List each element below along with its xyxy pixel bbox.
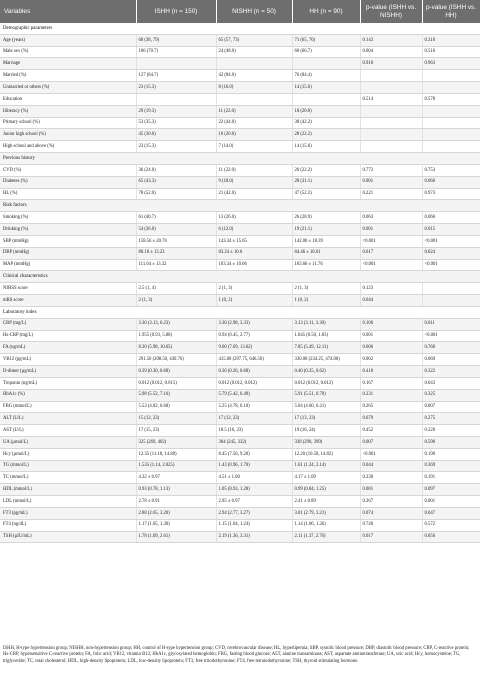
table-row [0,472,480,484]
hh-cell: 12.20 (10.58, 14.82) [292,448,360,460]
p-value-hh-cell: 0.007 [422,401,480,413]
p-value-hh-cell: 0.011 [422,318,480,330]
table-row [0,82,480,94]
p-value-hh-cell: 0.060 [422,176,480,188]
table-row [0,377,480,389]
p-value-hh-cell [422,141,480,153]
hh-cell: 330.00 (234.25, 474.00) [292,354,360,366]
variable-cell: FA (ng/mL) [0,342,136,354]
table-footnote: ISHH, H-type hypertension group; NISHH, non-hypertension group; HH, control of H-type hypertension group; CVD, cerebrovascular disease; HL, hyperlipemia; SBP, systolic blood pressure; DBP, diastolic blood pressure; CRP, C-reactive protein; Hs-CRP, hypersensitive C-reactive protein; FA, folic acid; VB12, vitamin B12; HbA1c, glycosylated hemoglobin; FBG, fasting blood glucose; ALT, alanine transaminase; AST, aspartate aminotransferase; UA, uric acid; Hcy, homocysteine; TG, triglyceride; TC, total cholesterol; HDL, high-density lipoprotein; LDL, low-density lipoprotein; FT3, free triiodothyronine; FT4, free tetraiodothyronine; TSH, thyroid stimulating hormone. [3,646,470,664]
nishh-cell: 8 (16.0) [216,82,292,94]
variable-cell: Junior high school (%) [0,129,136,141]
variable-cell: HbA1c (%) [0,389,136,401]
ishh-cell: 78 (52.0) [136,188,216,200]
p-value-hh-cell: <0.001 [422,235,480,247]
table-row [0,354,480,366]
section-title: Demographic parameters [0,23,480,34]
hh-cell: 2.41 ± 0.89 [292,496,360,508]
p-value-hh-cell [422,295,480,307]
table-row [0,507,480,519]
variable-cell: MAP (mmHg) [0,259,136,271]
section-header-row [0,271,480,283]
p-value-hh-cell: 0.220 [422,425,480,437]
ishh-cell: 325 (269, 402) [136,436,216,448]
variable-cell: High school and above (%) [0,141,136,153]
table-row [0,176,480,188]
p-value-nishh-cell [360,105,422,117]
ishh-cell: 5.53 (4.82, 6.68) [136,401,216,413]
p-value-hh-cell: <0.001 [422,330,480,342]
variable-cell: Illiteracy (%) [0,105,136,117]
header-row [0,0,480,23]
nishh-cell: 10 (20.0) [216,129,292,141]
p-value-hh-cell: 0.753 [422,164,480,176]
p-value-nishh-cell: 0.001 [360,330,422,342]
section-title: Previous history [0,153,480,165]
nishh-cell: 415.00 (297.75, 646.50) [216,354,292,366]
nishh-cell: 2.19 (1.36, 3.31) [216,531,292,543]
variable-cell: HDL (mmol/L) [0,484,136,496]
table-row [0,247,480,259]
table-row [0,283,480,295]
hh-cell: 38 (42.2) [292,117,360,129]
ishh-cell: 0.93 (0.78, 1.13) [136,484,216,496]
table-row [0,259,480,271]
p-value-nishh-cell: 0.004 [360,46,422,58]
table-row [0,401,480,413]
ishh-cell: 2.5 (1, 4) [136,283,216,295]
header-p-ishh-nishh: p-value (ISHH vs. NISHH) [360,0,422,23]
variable-cell: AST (U/L) [0,425,136,437]
hh-cell: 103.66 ± 11.76 [292,259,360,271]
nishh-cell: 0.36 (0.26, 0.68) [216,366,292,378]
p-value-hh-cell [422,129,480,141]
p-value-hh-cell: 0.322 [422,366,480,378]
nishh-cell: 6 (12.0) [216,224,292,236]
ishh-cell: 2.88 (2.65, 3.20) [136,507,216,519]
p-value-hh-cell: 0.369 [422,460,480,472]
p-value-hh-cell: 0.001 [422,496,480,508]
p-value-nishh-cell: 0.017 [360,531,422,543]
hh-cell: 76 (84.4) [292,70,360,82]
header-variables: Variables [0,0,136,23]
variable-cell: LDL (mmol/L) [0,496,136,508]
ishh-cell: 1.17 (1.05, 1.30) [136,519,216,531]
ishh-cell: 3.30 (3.13, 6.23) [136,318,216,330]
ishh-cell: 4.32 ± 0.97 [136,472,216,484]
p-value-nishh-cell: 0.063 [360,212,422,224]
p-value-hh-cell: 0.069 [422,354,480,366]
table-row [0,484,480,496]
p-value-nishh-cell: 0.006 [360,342,422,354]
p-value-hh-cell: 0.973 [422,188,480,200]
nishh-cell: 7 (14.0) [216,141,292,153]
hh-cell: 19 (16, 24) [292,425,360,437]
p-value-hh-cell [422,283,480,295]
p-value-nishh-cell: 0.231 [360,389,422,401]
hh-cell: 1.14 (1.06, 1.26) [292,519,360,531]
hh-cell: 20 (22.2) [292,129,360,141]
variable-cell: Unmarried or others (%) [0,82,136,94]
p-value-nishh-cell: 0.123 [360,283,422,295]
hh-cell: 2 (1, 3) [292,283,360,295]
nishh-cell: 22 (44.0) [216,117,292,129]
section-title: Clinical characteristics [0,271,480,283]
header-ishh: ISHH (n = 150) [136,0,216,23]
p-value-hh-cell: 0.050 [422,531,480,543]
table-row [0,496,480,508]
p-value-nishh-cell: 0.167 [360,377,422,389]
table-row [0,531,480,543]
ishh-cell: 29 (19.3) [136,105,216,117]
p-value-nishh-cell: 0.001 [360,484,422,496]
hh-cell: 17 (13, 23) [292,413,360,425]
ishh-cell: 0.012 (0.012, 0.015) [136,377,216,389]
p-value-hh-cell: 0.590 [422,436,480,448]
variable-cell: NIHSS score [0,283,136,295]
variable-cell: TG (mmol/L) [0,460,136,472]
variable-cell: ALT (U/L) [0,413,136,425]
p-value-nishh-cell: 0.679 [360,413,422,425]
table-row [0,366,480,378]
hh-cell: 1.045 (0.50, 1.83) [292,330,360,342]
nishh-cell: 21 (42.0) [216,188,292,200]
p-value-hh-cell [422,82,480,94]
nishh-cell: 143.34 ± 15.65 [216,235,292,247]
variable-cell: Troponin (ng/mL) [0,377,136,389]
ishh-cell: 2 (1, 3) [136,295,216,307]
p-value-nishh-cell: 0.001 [360,176,422,188]
nishh-cell: 9.60 (7.69, 13.62) [216,342,292,354]
p-value-hh-cell: 0.325 [422,389,480,401]
ishh-cell: 158.56 ± 20.76 [136,235,216,247]
variable-cell: Age (years) [0,34,136,46]
nishh-cell: 11 (22.0) [216,105,292,117]
table-row [0,342,480,354]
hh-cell: 18 (20.0) [292,105,360,117]
p-value-nishh-cell: 0.106 [360,318,422,330]
p-value-nishh-cell: <0.001 [360,448,422,460]
variable-cell: mRS score [0,295,136,307]
table-row [0,164,480,176]
p-value-nishh-cell: 0.017 [360,247,422,259]
p-value-hh-cell: 0.572 [422,519,480,531]
variable-cell: Primary school (%) [0,117,136,129]
nishh-cell: 1.43 (0.96, 1.70) [216,460,292,472]
hh-cell: 84.46 ± 10.61 [292,247,360,259]
hh-cell: 47 (52.2) [292,188,360,200]
p-value-hh-cell: 0.275 [422,413,480,425]
p-value-nishh-cell [360,70,422,82]
table-row [0,105,480,117]
p-value-nishh-cell: 0.910 [360,58,422,70]
ishh-cell: 88.18 ± 13.23 [136,247,216,259]
variable-cell: TC (mmol/L) [0,472,136,484]
variable-cell: Hs-CRP (mg/L) [0,330,136,342]
nishh-cell: 83.24 ± 10.6 [216,247,292,259]
ishh-cell: 5.98 (5.52, 7.16) [136,389,216,401]
ishh-cell: 53 (35.3) [136,117,216,129]
p-value-nishh-cell: 0.044 [360,295,422,307]
nishh-cell: 9 (18.0) [216,176,292,188]
nishh-cell: 103.34 ± 10.06 [216,259,292,271]
table-header [0,0,480,23]
p-value-nishh-cell: 0.265 [360,401,422,413]
header-nishh: NISHH (n = 50) [216,0,292,23]
p-value-nishh-cell [360,141,422,153]
variable-cell: Marriage [0,58,136,70]
table-row [0,212,480,224]
hh-cell: 0.99 (0.84, 1.25) [292,484,360,496]
hh-cell: 142.06 ± 18.39 [292,235,360,247]
table-row [0,460,480,472]
hh-cell: 0.40 (0.25, 0.62) [292,366,360,378]
ishh-cell: 291.50 (208.50, 430.76) [136,354,216,366]
ishh-cell: 61 (40.7) [136,212,216,224]
variable-cell: HL (%) [0,188,136,200]
variable-cell: FT4 (ng/dL) [0,519,136,531]
hh-cell: 7.85 (5.49, 12.11) [292,342,360,354]
ishh-cell: 127 (84.7) [136,70,216,82]
nishh-cell: 11 (22.0) [216,164,292,176]
variable-cell: Education [0,93,136,105]
table-row [0,330,480,342]
ishh-cell: 45 (30.0) [136,129,216,141]
ishh-cell: 106 (70.7) [136,46,216,58]
table-row [0,93,480,105]
p-value-nishh-cell: <0.001 [360,259,422,271]
variable-cell: Hcy (µmol/L) [0,448,136,460]
p-value-hh-cell: 0.760 [422,342,480,354]
table-row [0,58,480,70]
hh-cell: 5.04 (4.60, 6.21) [292,401,360,413]
hh-cell: 19 (21.1) [292,224,360,236]
hh-cell: 5.91 (5.51, 6.70) [292,389,360,401]
variable-cell: FBG (mmol/L) [0,401,136,413]
table-row [0,224,480,236]
p-value-nishh-cell: 0.740 [360,519,422,531]
section-header-row [0,306,480,318]
variable-cell: Smoking (%) [0,212,136,224]
p-value-hh-cell: 0.190 [422,448,480,460]
hh-cell: 1 (0, 2) [292,295,360,307]
nishh-cell: 17 (12, 23) [216,413,292,425]
ishh-cell: 111.64 ± 13.32 [136,259,216,271]
p-value-hh-cell: 0.066 [422,212,480,224]
p-value-nishh-cell [360,129,422,141]
table-row [0,448,480,460]
variable-cell: Male sex (%) [0,46,136,58]
table-row [0,235,480,247]
variable-cell: Married (%) [0,70,136,82]
hh-cell: 71 (65, 76) [292,34,360,46]
variable-cell: TSH (µIU/mL) [0,531,136,543]
ishh-cell: 68 (38, 79) [136,34,216,46]
nishh-cell: 0.94 (0.45, 2.77) [216,330,292,342]
nishh-cell [216,93,292,105]
p-value-hh-cell: 0.047 [422,507,480,519]
nishh-cell: 3.30 (2.98, 3.33) [216,318,292,330]
variable-cell: Drinking (%) [0,224,136,236]
p-value-nishh-cell: <0.001 [360,235,422,247]
hh-cell: 0.012 (0.012, 0.012) [292,377,360,389]
section-header-row [0,23,480,34]
table-row [0,117,480,129]
nishh-cell: 1.05 (0.93, 1.28) [216,484,292,496]
p-value-nishh-cell: 0.773 [360,164,422,176]
p-value-hh-cell: 0.024 [422,247,480,259]
table-row [0,70,480,82]
nishh-cell: 18.5 (16, 23) [216,425,292,437]
p-value-hh-cell: <0.001 [422,259,480,271]
p-value-nishh-cell: 0.007 [360,436,422,448]
table-row [0,413,480,425]
variable-cell: UA (µmol/L) [0,436,136,448]
variable-cell: D-dimer (µg/mL) [0,366,136,378]
hh-cell: 60 (66.7) [292,46,360,58]
table-row [0,141,480,153]
hh-cell: 14 (15.6) [292,82,360,94]
ishh-cell: 17 (15, 23) [136,425,216,437]
nishh-cell: 8.45 (7.56, 9.20) [216,448,292,460]
hh-cell: 28 (31.1) [292,176,360,188]
hh-cell [292,93,360,105]
nishh-cell: 4.51 ± 1.00 [216,472,292,484]
table-row [0,129,480,141]
p-value-nishh-cell: 0.001 [360,224,422,236]
nishh-cell [216,58,292,70]
p-value-hh-cell [422,70,480,82]
section-header-row [0,153,480,165]
ishh-cell: 1.78 (1.09, 2.61) [136,531,216,543]
variable-cell: Diabetes (%) [0,176,136,188]
hh-cell: 26 (28.9) [292,212,360,224]
ishh-cell: 15 (12, 23) [136,413,216,425]
p-value-hh-cell [422,105,480,117]
variable-cell: DBP (mmHg) [0,247,136,259]
hh-cell: 2.11 (1.37, 2.76) [292,531,360,543]
hh-cell: 3.01 (2.79, 3.21) [292,507,360,519]
section-header-row [0,200,480,212]
ishh-cell: 2.78 ± 0.91 [136,496,216,508]
ishh-cell: 54 (36.0) [136,224,216,236]
hh-cell: 1.61 (1.24, 2.14) [292,460,360,472]
p-value-hh-cell: 0.043 [422,377,480,389]
p-value-nishh-cell: 0.074 [360,507,422,519]
section-title: Laboratory index [0,306,480,318]
variable-cell: CVD (%) [0,164,136,176]
p-value-hh-cell: 0.191 [422,472,480,484]
ishh-cell: 23 (15.3) [136,141,216,153]
p-value-nishh-cell: 0.514 [360,93,422,105]
table-row [0,34,480,46]
p-value-nishh-cell: 0.221 [360,188,422,200]
hh-cell: 4.17 ± 1.09 [292,472,360,484]
table-row [0,519,480,531]
ishh-cell [136,93,216,105]
hh-cell [292,58,360,70]
nishh-cell: 5.79 (5.42, 6.49) [216,389,292,401]
p-value-nishh-cell: 0.267 [360,496,422,508]
nishh-cell: 2.95 ± 0.97 [216,496,292,508]
table-row [0,425,480,437]
p-value-nishh-cell [360,117,422,129]
nishh-cell: 1 (0, 2) [216,295,292,307]
p-value-hh-cell: 0.578 [422,93,480,105]
header-p-ishh-hh: p-value (ISHH vs. HH) [422,0,480,23]
nishh-cell: 5.25 (4.78, 6.10) [216,401,292,413]
p-value-nishh-cell: 0.143 [360,34,422,46]
ishh-cell: 23 (15.3) [136,82,216,94]
table-row [0,389,480,401]
p-value-hh-cell [422,117,480,129]
p-value-nishh-cell: 0.418 [360,366,422,378]
hh-cell: 14 (15.6) [292,141,360,153]
nishh-cell: 13 (26.0) [216,212,292,224]
ishh-cell: 36 (24.0) [136,164,216,176]
p-value-hh-cell: 0.310 [422,34,480,46]
variable-cell: CRP (mg/L) [0,318,136,330]
nishh-cell: 65 (57, 73) [216,34,292,46]
header-hh: HH (n = 90) [292,0,360,23]
table-body [0,23,480,543]
variable-cell: VB12 (pg/mL) [0,354,136,366]
p-value-hh-cell: 0.963 [422,58,480,70]
nishh-cell: 2.94 (2.77, 3.27) [216,507,292,519]
nishh-cell: 0.012 (0.012, 0.012) [216,377,292,389]
hh-cell: 20 (22.2) [292,164,360,176]
p-value-nishh-cell [360,82,422,94]
ishh-cell: 0.39 (0.30, 0.68) [136,366,216,378]
hh-cell: 3.13 (3.11, 3.30) [292,318,360,330]
table-row [0,188,480,200]
nishh-cell: 2 (1, 3) [216,283,292,295]
variable-cell: FT3 (pg/mL) [0,507,136,519]
nishh-cell: 24 (48.0) [216,46,292,58]
table-row [0,295,480,307]
p-value-hh-cell: 0.097 [422,484,480,496]
p-value-nishh-cell: 0.230 [360,472,422,484]
p-value-hh-cell: 0.516 [422,46,480,58]
nishh-cell: 42 (84.0) [216,70,292,82]
p-value-hh-cell: 0.015 [422,224,480,236]
p-value-nishh-cell: 0.452 [360,425,422,437]
ishh-cell: 65 (43.3) [136,176,216,188]
ishh-cell [136,58,216,70]
ishh-cell: 12.35 (11.18, 14.80) [136,448,216,460]
section-title: Risk factors [0,200,480,212]
table-row [0,318,480,330]
nishh-cell: 1.15 (1.04, 1.24) [216,519,292,531]
ishh-cell: 1.955 (0.93, 5.88) [136,330,216,342]
p-value-nishh-cell: 0.002 [360,354,422,366]
ishh-cell: 8.20 (5.98, 10.65) [136,342,216,354]
variable-cell: SBP (mmHg) [0,235,136,247]
table-row [0,46,480,58]
hh-cell: 338 (290, 399) [292,436,360,448]
nishh-cell: 304 (245, 332) [216,436,292,448]
table-row [0,436,480,448]
ishh-cell: 1.535 (1.14, 2.025) [136,460,216,472]
p-value-nishh-cell: 0.044 [360,460,422,472]
